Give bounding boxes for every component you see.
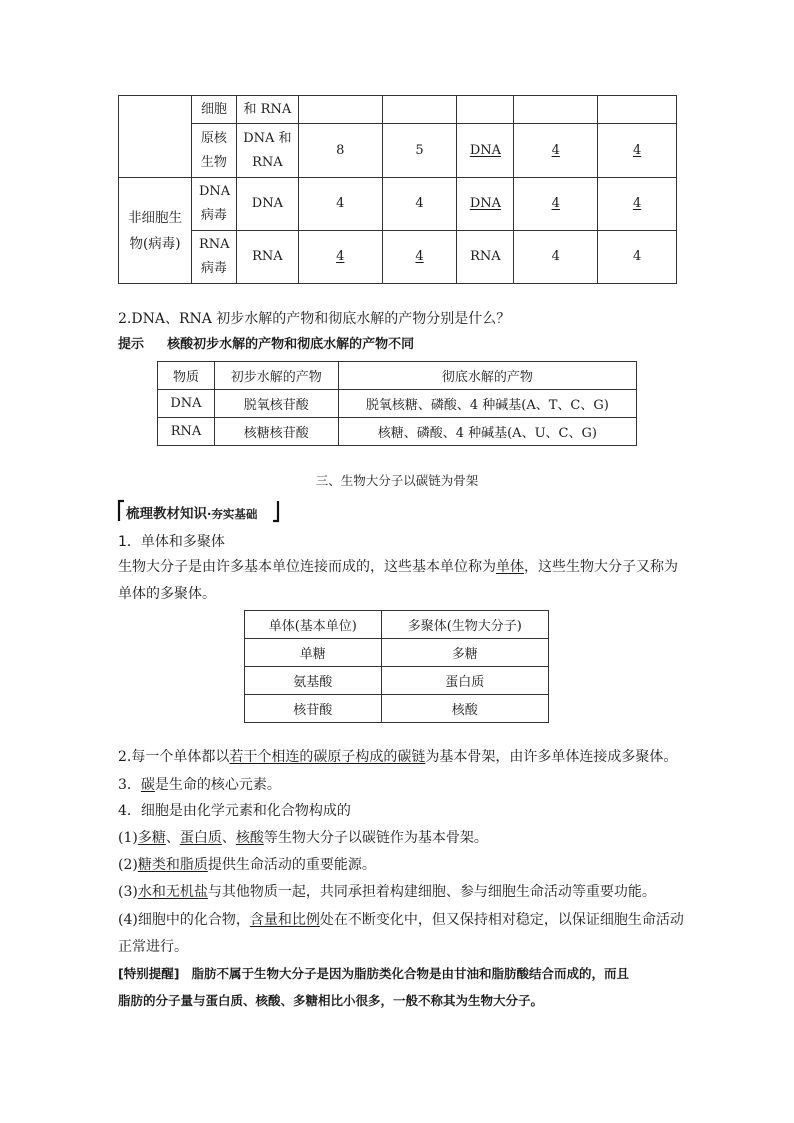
study-box-sep: · (207, 507, 212, 521)
text-run: (3) (118, 884, 138, 900)
group-label: 非细胞生物(病毒) (127, 209, 182, 252)
table-cell: RNA (457, 231, 514, 284)
table-row (119, 124, 677, 178)
text-run: 为基本骨架，由许多单体连接成多聚体。 (425, 749, 678, 765)
text-run: 处在不断变化中，但又保持相对稳定，以保证细胞生命活动 (319, 912, 684, 928)
table-cell (457, 96, 514, 124)
table-header-cell: 多聚体(生物大分子) (381, 611, 548, 639)
table-cell: DNA (236, 178, 298, 231)
table-row (245, 639, 549, 667)
table-cell (191, 124, 236, 178)
text-run: 是生命的核心元素。 (154, 777, 281, 793)
hint-line (118, 335, 414, 355)
underlined-term: 碳 (140, 777, 155, 793)
tip-label: [特别提醒] (118, 966, 180, 981)
underlined-term: 单体 (496, 559, 524, 575)
cell-text: 原核生物 (200, 130, 227, 170)
text-run: 提供生命活动的重要能源。 (207, 857, 376, 873)
text-run: 、 (221, 830, 236, 846)
table-cell: 脱氧核苷酸 (214, 390, 338, 418)
text-run: (4)细胞中的化合物， (118, 912, 250, 928)
composition-table (118, 95, 677, 284)
cell-text: RNA 病毒 (198, 237, 230, 276)
p4-1 (118, 828, 488, 848)
tip-text-1: 脂肪不属于生物大分子是因为脂肪类化合物是由甘油和脂肪酸结合而成的，而且 (191, 966, 629, 981)
table-cell (119, 96, 192, 178)
text-run: (1) (118, 830, 138, 846)
table-cell: 4 (298, 178, 382, 231)
table-cell (119, 178, 192, 284)
left-bracket-icon (117, 499, 125, 523)
table-row (119, 96, 677, 124)
table-cell (191, 231, 236, 284)
p4-4-line1 (118, 910, 684, 930)
monomer-polymer-table (244, 610, 549, 723)
underlined-term: 蛋白质 (179, 830, 222, 846)
text-run: ，这些生物大分子又称为 (524, 559, 678, 575)
table-cell: 5 (382, 124, 457, 178)
table-cell: 细胞 (191, 96, 236, 124)
table-cell (598, 96, 677, 124)
table-cell: 4 (598, 178, 677, 231)
table-cell: 核糖核苷酸 (214, 418, 338, 446)
question-2: 2.DNA、RNA 初步水解的产物和彻底水解的产物分别是什么？ (118, 311, 511, 327)
p3 (118, 775, 281, 795)
table-cell: 4 (514, 124, 598, 178)
tip-line2: 脂肪的分子量与蛋白质、核酸、多糖相比小很多，一般不称其为生物大分子。 (118, 993, 544, 1008)
section-title: 三、生物大分子以碳链为骨架 (315, 473, 479, 488)
hint-label: 提示 (118, 337, 145, 352)
table-cell (236, 124, 298, 178)
table-row (245, 667, 549, 695)
table-row (245, 695, 549, 723)
table-cell: 脱氧核糖、磷酸、4 种碱基(A、T、C、G) (338, 390, 636, 418)
underlined-term: 含量和比例 (249, 912, 320, 928)
underlined-term: 若干个相连的碳原子构成的碳链 (229, 749, 426, 765)
cell-text: DNA 病毒 (198, 184, 231, 223)
table-cell: 4 (514, 178, 598, 231)
table-cell (298, 96, 382, 124)
table-cell: 4 (382, 178, 457, 231)
table-cell (514, 96, 598, 124)
table-header-cell: 单体(基本单位) (245, 611, 382, 639)
table-cell: 核糖、磷酸、4 种碱基(A、U、C、G) (338, 418, 636, 446)
text-run: 生物大分子是由许多基本单位连接而成的，这些基本单位称为 (118, 559, 496, 575)
cell-text: DNA 和 RNA (243, 130, 292, 170)
text-run: 、 (165, 830, 180, 846)
p4-3 (118, 882, 656, 902)
underlined-term: 水和无机盐 (137, 884, 208, 900)
p2 (118, 747, 677, 767)
table-cell: 核苷酸 (245, 695, 382, 723)
table-row (245, 611, 549, 639)
table-cell: DNA (457, 124, 514, 178)
table-cell: 4 (598, 231, 677, 284)
p4: 4．细胞是由化学元素和化合物构成的 (118, 803, 351, 819)
table-cell (382, 96, 457, 124)
text-run: 等生物大分子以碳链作为基本骨架。 (263, 830, 488, 846)
table-row (158, 390, 637, 418)
table-row (119, 231, 677, 284)
table-row (158, 362, 637, 390)
table-header-cell: 初步水解的产物 (214, 362, 338, 390)
table-cell: 多糖 (381, 639, 548, 667)
p1-line1 (118, 557, 678, 577)
text-run: (2) (118, 857, 138, 873)
text-run: 3． (118, 777, 141, 793)
p1-line2: 单体的多聚体。 (118, 586, 216, 602)
table-cell: RNA (236, 231, 298, 284)
study-box-main: 梳理教材知识 (126, 506, 207, 522)
table-cell: 4 (382, 231, 457, 284)
table-header-cell: 物质 (158, 362, 215, 390)
hydrolysis-table (157, 361, 637, 446)
table-cell: RNA (158, 418, 215, 446)
table-cell: 和 RNA (236, 96, 298, 124)
table-cell: 4 (298, 231, 382, 284)
table-cell: 单糖 (245, 639, 382, 667)
underlined-term: 糖类和脂质 (137, 857, 208, 873)
table-cell: 蛋白质 (381, 667, 548, 695)
hint-text: 核酸初步水解的产物和彻底水解的产物不同 (167, 337, 415, 352)
table-cell (191, 178, 236, 231)
text-run: 与其他物质一起，共同承担着构建细胞、参与细胞生命活动等重要功能。 (207, 884, 656, 900)
table-row (119, 178, 677, 231)
table-row (158, 418, 637, 446)
study-box-sub: 夯实基础 (211, 507, 258, 521)
tip-line1 (118, 964, 629, 984)
right-bracket-icon (272, 499, 280, 523)
p1-heading: 1．单体和多聚体 (118, 534, 225, 550)
table-header-cell: 彻底水解的产物 (338, 362, 636, 390)
table-cell: DNA (457, 178, 514, 231)
table-cell: 8 (298, 124, 382, 178)
table-cell: 4 (598, 124, 677, 178)
table-cell: 氨基酸 (245, 667, 382, 695)
p4-2 (118, 855, 376, 875)
text-run: 2.每一个单体都以 (118, 749, 230, 765)
underlined-term: 多糖 (137, 830, 166, 846)
underlined-term: 核酸 (235, 830, 264, 846)
table-cell: 核酸 (381, 695, 548, 723)
p4-4-line2: 正常进行。 (118, 939, 188, 955)
table-cell: 4 (514, 231, 598, 284)
table-cell: DNA (158, 390, 215, 418)
